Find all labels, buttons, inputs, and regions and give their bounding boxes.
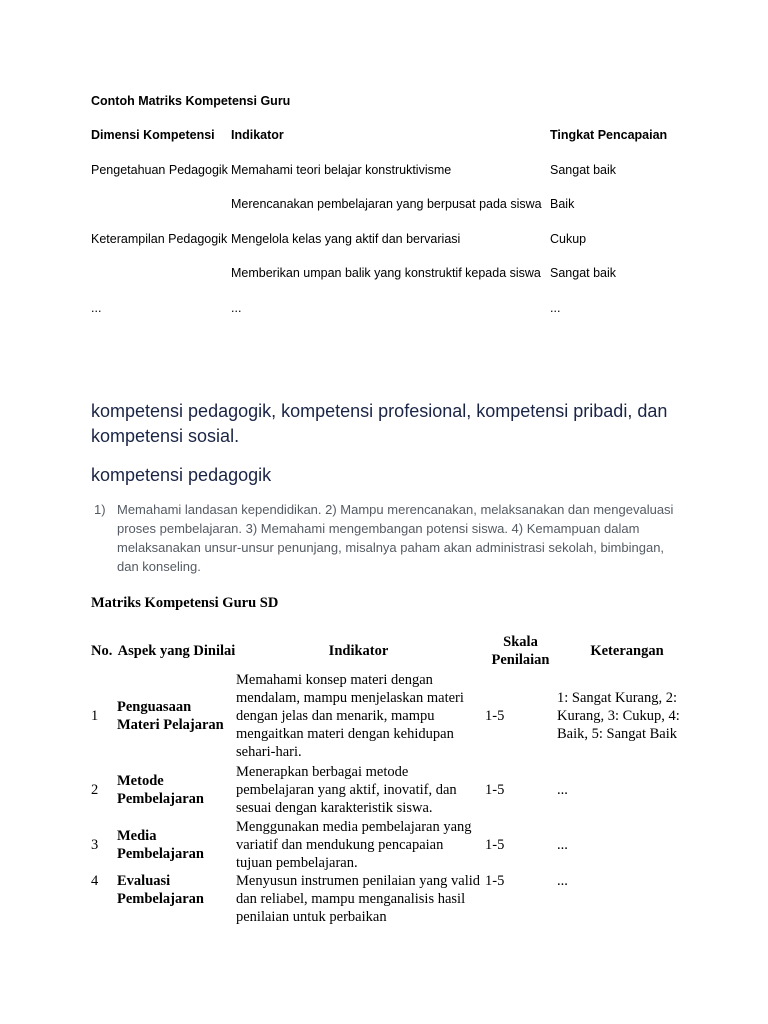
competencies-heading: kompetensi pedagogik, kompetensi profesional, kompetensi pribadi, dan kompetensi sosial. bbox=[91, 401, 668, 446]
cell-achievement: Baik bbox=[550, 197, 575, 211]
cell-no: 4 bbox=[91, 873, 99, 889]
pedagogic-list bbox=[94, 500, 674, 576]
competency-matrix-example bbox=[91, 94, 731, 335]
cell-no: 1 bbox=[91, 708, 99, 724]
matrix-example-title: Contoh Matriks Kompetensi Guru bbox=[91, 94, 291, 108]
cell-scale: 1-5 bbox=[485, 873, 505, 889]
table-row bbox=[91, 266, 700, 301]
cell-indicator: Memberikan umpan balik yang konstruktif kepada siswa bbox=[231, 266, 541, 280]
matrix-sd-title: Matriks Kompetensi Guru SD bbox=[91, 595, 279, 611]
cell-dimension bbox=[91, 266, 231, 301]
header-indicator: Indikator bbox=[328, 643, 389, 659]
cell-dimension: Keterampilan Pedagogik bbox=[91, 231, 228, 246]
cell-aspect: Metode Pembelajaran bbox=[117, 772, 204, 807]
cell-indicator: Menyusun instrumen penilaian yang valid dan reliabel, mampu menganalisis hasil penilaian untuk perbaikan bbox=[236, 873, 481, 925]
header-dimension: Dimensi Kompetensi bbox=[91, 128, 215, 142]
cell-remarks: ... bbox=[557, 836, 568, 853]
header-indicator: Indikator bbox=[231, 128, 284, 142]
cell-achievement: Sangat baik bbox=[550, 162, 617, 177]
table-row bbox=[91, 762, 697, 817]
table-header-row bbox=[91, 128, 700, 163]
table-row bbox=[91, 670, 697, 762]
pedagogic-heading: kompetensi pedagogik bbox=[91, 465, 272, 485]
cell-achievement: Cukup bbox=[550, 231, 587, 246]
cell-dimension: ... bbox=[91, 300, 102, 315]
table-row bbox=[91, 301, 700, 336]
cell-aspect: Media Pembelajaran bbox=[117, 827, 204, 862]
table-row bbox=[91, 163, 700, 198]
table-header-row bbox=[91, 632, 697, 670]
table-row bbox=[91, 232, 700, 267]
list-number: 1) bbox=[94, 502, 106, 517]
cell-remarks: ... bbox=[557, 781, 568, 798]
cell-dimension bbox=[91, 197, 231, 232]
header-scale: Skala Penilaian bbox=[491, 634, 550, 668]
cell-scale: 1-5 bbox=[485, 836, 505, 853]
matrix-sd-table bbox=[91, 632, 697, 926]
cell-no: 2 bbox=[91, 781, 99, 798]
cell-dimension: Pengetahuan Pedagogik bbox=[91, 162, 228, 177]
table-row bbox=[91, 197, 700, 232]
header-achievement: Tingkat Pencapaian bbox=[550, 128, 668, 142]
cell-aspect: Penguasaan Materi Pelajaran bbox=[117, 699, 224, 733]
cell-achievement: ... bbox=[550, 300, 561, 315]
cell-remarks: 1: Sangat Kurang, 2: Kurang, 3: Cukup, 4: Baik, 5: Sangat Baik bbox=[557, 690, 680, 742]
header-no: No. bbox=[91, 643, 113, 659]
cell-scale: 1-5 bbox=[485, 708, 505, 724]
cell-indicator: ... bbox=[231, 300, 242, 315]
list-item: Memahami landasan kependidikan. 2) Mampu merencanakan, melaksanakan dan mengevaluasi proses pembelajaran. 3) Memahami mengembangan potensi siswa. 4) Kemampuan dalam melaksanakan unsur-unsur penunjang, misalnya paham akan administrasi sekolah, bimbingan, dan konseling. bbox=[117, 502, 674, 574]
table-row bbox=[91, 872, 697, 926]
cell-indicator: Merencanakan pembelajaran yang berpusat pada siswa bbox=[231, 197, 542, 211]
matrix-example-table bbox=[91, 128, 700, 335]
header-aspect: Aspek yang Dinilai bbox=[117, 643, 236, 659]
table-row bbox=[91, 817, 697, 872]
cell-indicator: Menggunakan media pembelajaran yang variatif dan mendukung pencapaian tujuan pembelajaran. bbox=[236, 818, 472, 871]
cell-indicator: Memahami teori belajar konstruktivisme bbox=[231, 162, 452, 177]
cell-indicator: Menerapkan berbagai metode pembelajaran yang aktif, inovatif, dan sesuai dengan karakteristik siswa. bbox=[236, 763, 457, 816]
cell-remarks: ... bbox=[557, 873, 568, 889]
cell-no: 3 bbox=[91, 836, 99, 853]
cell-indicator: Memahami konsep materi dengan mendalam, mampu menjelaskan materi dengan jelas dan menarik, mampu mengaitkan materi dengan kehidupan sehari-hari. bbox=[236, 672, 464, 760]
cell-scale: 1-5 bbox=[485, 781, 505, 798]
cell-indicator: Mengelola kelas yang aktif dan bervariasi bbox=[231, 231, 461, 246]
cell-aspect: Evaluasi Pembelajaran bbox=[117, 873, 204, 907]
header-remarks: Keterangan bbox=[590, 643, 664, 659]
cell-achievement: Sangat baik bbox=[550, 266, 617, 280]
